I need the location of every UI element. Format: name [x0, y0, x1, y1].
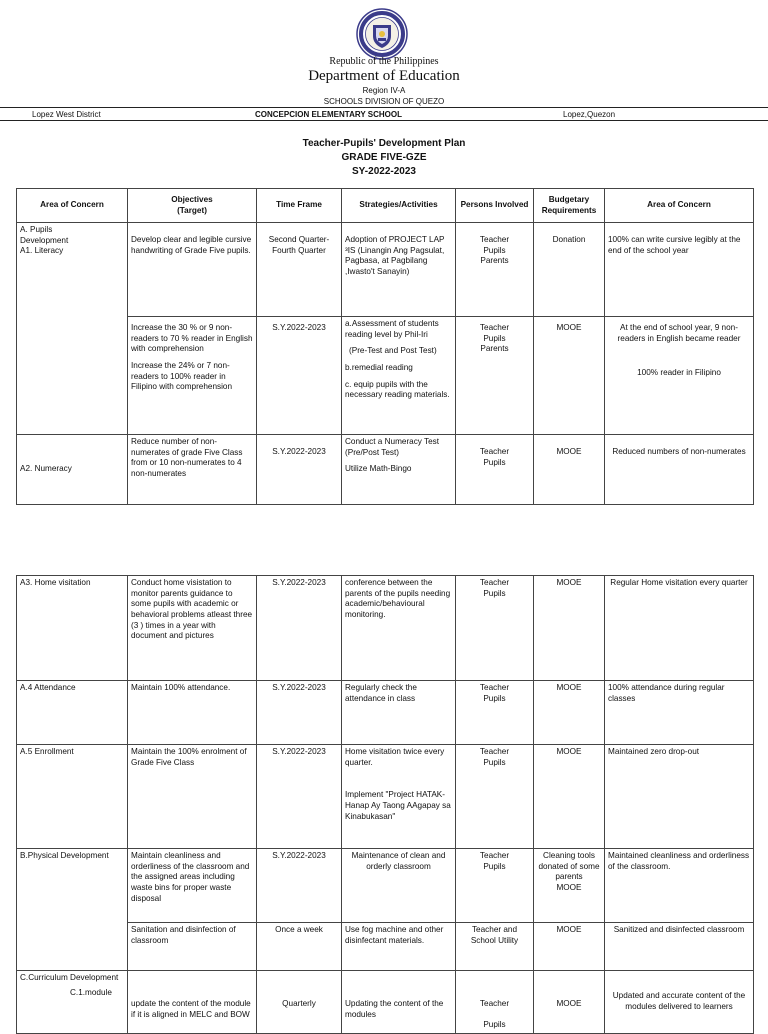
- budget-cell: MOOE: [534, 971, 605, 1034]
- persons-cell: Teacher Pupils: [456, 435, 534, 505]
- strategy-cell: Use fog machine and other disinfectant materials.: [342, 923, 456, 971]
- plan-title: Teacher-Pupils' Development Plan: [302, 138, 466, 149]
- persons-cell: Teacher Pupils: [456, 745, 534, 849]
- table-row: [17, 681, 754, 745]
- budget-cell: MOOE: [534, 923, 605, 971]
- table-row: [17, 745, 754, 849]
- outcome-cell: [605, 317, 754, 435]
- area-heading: A. Pupils Development: [20, 225, 69, 245]
- area-cell: [17, 223, 128, 435]
- outcome-cell: 100% can write cursive legibly at the end of the school year: [605, 223, 754, 317]
- header-time-frame: Time Frame: [257, 189, 342, 223]
- development-plan-table-2: [16, 575, 754, 1034]
- objective-cell: Sanitation and disinfection of classroom: [128, 923, 257, 971]
- area-cell: [17, 971, 128, 1034]
- strategy-item: c. equip pupils with the necessary reading materials.: [345, 379, 450, 400]
- sub-area-label: C.1.module: [70, 987, 112, 997]
- budget-cell: MOOE: [534, 681, 605, 745]
- area-label: A1. Literacy: [20, 246, 64, 256]
- time-frame-cell: S.Y.2022-2023: [257, 317, 342, 435]
- budget-cell: MOOE: [534, 435, 605, 505]
- strategy-item: a.Assessment of students reading level by Phil-Iri: [345, 319, 439, 339]
- table-row: [17, 223, 754, 317]
- time-frame-cell: S.Y.2022-2023: [257, 849, 342, 923]
- table-row: [17, 435, 754, 505]
- persons-cell: Teacher Pupils: [456, 849, 534, 923]
- objective-cell: Maintain 100% attendance.: [128, 681, 257, 745]
- development-plan-table-1: [16, 188, 754, 505]
- persons-cell: Teacher Pupils Parents: [456, 223, 534, 317]
- objective-cell: update the content of the module if it is aligned in MELC and BOW: [128, 971, 257, 1034]
- area-label: A3. Home visitation: [17, 576, 128, 681]
- objective-cell: Maintain the 100% enrolment of Grade Five Class: [128, 745, 257, 849]
- outcome-filipino: 100% reader in Filipino: [637, 368, 721, 378]
- plan-school-year: SY-2022-2023: [352, 166, 416, 177]
- area-label: A.5 Enrollment: [17, 745, 128, 849]
- department-name: Department of Education: [308, 68, 460, 84]
- outcome-cell: Updated and accurate content of the modules delivered to learners: [605, 971, 754, 1034]
- budget-cell: MOOE: [534, 745, 605, 849]
- outcome-cell: Reduced numbers of non-numerates: [605, 435, 754, 505]
- area-label: B.Physical Development: [17, 849, 128, 971]
- table-row: [17, 849, 754, 923]
- time-frame-cell: S.Y.2022-2023: [257, 681, 342, 745]
- town-label: Lopez,Quezon: [563, 110, 616, 119]
- table-row: [17, 576, 754, 681]
- table-row: [17, 971, 754, 1034]
- division-line: SCHOOLS DIVISION OF QUEZO: [323, 97, 445, 106]
- strategy-cell: Updating the content of the modules: [342, 971, 456, 1034]
- strategy-item: Utilize Math-Bingo: [345, 464, 412, 474]
- persons-cell: Teacher Pupils Parents: [456, 317, 534, 435]
- table-row: [17, 317, 754, 435]
- persons-cell: Teacher Pupils: [456, 576, 534, 681]
- budget-cell: Donation: [534, 223, 605, 317]
- area-label: A.4 Attendance: [17, 681, 128, 745]
- header-strategies: Strategies/Activities: [342, 189, 456, 223]
- strategy-cell: [342, 317, 456, 435]
- time-frame-cell: S.Y.2022-2023: [257, 435, 342, 505]
- time-frame-cell: Second Quarter- Fourth Quarter: [257, 223, 342, 317]
- strategy-item: Conduct a Numeracy Test (Pre/Post Test): [345, 437, 440, 457]
- strategy-item: b.remedial reading: [345, 362, 413, 372]
- outcome-cell: Regular Home visitation every quarter: [605, 576, 754, 681]
- objective-cell: [128, 317, 257, 435]
- persons-cell: Teacher Pupils: [456, 971, 534, 1034]
- republic-line: Republic of the Philippines: [329, 56, 439, 67]
- persons-cell: Teacher Pupils: [456, 681, 534, 745]
- strategy-cell: conference between the parents of the pupils needing academic/behavioural monitoring.: [342, 576, 456, 681]
- budget-cell: MOOE: [534, 317, 605, 435]
- header-outcome: Area of Concern: [605, 189, 754, 223]
- header-divider-top: [0, 107, 768, 108]
- outcome-cell: Maintained cleanliness and orderliness of the classroom.: [605, 849, 754, 923]
- table-row: [17, 923, 754, 971]
- objective-cell: Develop clear and legible cursive handwriting of Grade Five pupils.: [128, 223, 257, 317]
- strategy-cell: Adoption of PROJECT LAP ³IS (Linangin Ang Pagsulat, Pagbasa, at Pagbilang ,Iwasto't Sanayin): [342, 223, 456, 317]
- strategy-item: Implement "Project HATAK-Hanap Ay Taong AAgapay sa Kinabukasan": [345, 790, 451, 821]
- persons-cell: Teacher and School Utility: [456, 923, 534, 971]
- strategy-item: Home visitation twice every quarter.: [345, 747, 445, 767]
- strategy-cell: Regularly check the attendance in class: [342, 681, 456, 745]
- header-area-of-concern: Area of Concern: [17, 189, 128, 223]
- outcome-cell: Sanitized and disinfected classroom: [605, 923, 754, 971]
- header-divider-bottom: [0, 120, 768, 121]
- header-objectives: Objectives (Target): [128, 189, 257, 223]
- deped-seal-logo: [356, 8, 408, 60]
- strategy-cell: [342, 435, 456, 505]
- area-label: C.Curriculum Development: [20, 973, 119, 982]
- region-line: Region IV-A: [362, 86, 406, 95]
- budget-cell: MOOE: [534, 576, 605, 681]
- strategy-item: (Pre-Test and Post Test): [349, 346, 437, 356]
- objective-filipino: Increase the 24% or 7 non-readers to 100% reader in Filipino with comprehension: [131, 360, 233, 392]
- header-persons-involved: Persons Involved: [456, 189, 534, 223]
- outcome-cell: Maintained zero drop-out: [605, 745, 754, 849]
- outcome-english: At the end of school year, 9 non-readers in English became reader: [617, 323, 741, 343]
- plan-grade: GRADE FIVE-GZE: [341, 152, 427, 163]
- time-frame-cell: S.Y.2022-2023: [257, 745, 342, 849]
- objective-english: Increase the 30 % or 9 non-readers to 70 % reader in English with comprehension: [131, 323, 253, 354]
- time-frame-cell: Quarterly: [257, 971, 342, 1034]
- budget-cell: Cleaning tools donated of some parents MOOE: [534, 849, 605, 923]
- strategy-cell: Maintenance of clean and orderly classroom: [342, 849, 456, 923]
- area-label: A2. Numeracy: [17, 435, 128, 505]
- time-frame-cell: S.Y.2022-2023: [257, 576, 342, 681]
- objective-cell: Reduce number of non-numerates of grade Five Class from or 10 non-numerates to 4 non-numerates: [128, 435, 257, 505]
- district-label: Lopez West District: [32, 110, 101, 119]
- objective-cell: Conduct home visistation to monitor parents guidance to some pupils with academic or behavioral problems atleast three (3 ) times in a year with document and pictures: [128, 576, 257, 681]
- header-budgetary-requirements: Budgetary Requirements: [534, 189, 605, 223]
- strategy-cell: [342, 745, 456, 849]
- objective-cell: Maintain cleanliness and orderliness of the classroom and the assigned areas including waste bins for proper waste disposal: [128, 849, 257, 923]
- time-frame-cell: Once a week: [257, 923, 342, 971]
- school-name: CONCEPCION ELEMENTARY SCHOOL: [255, 110, 402, 119]
- outcome-cell: 100% attendance during regular classes: [605, 681, 754, 745]
